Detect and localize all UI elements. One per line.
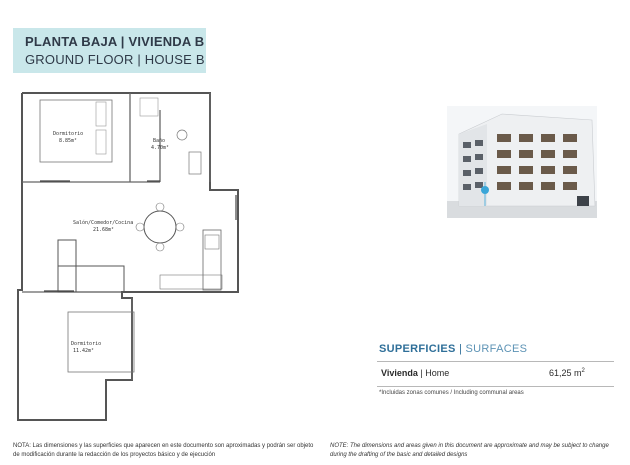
footer-note-spanish: NOTA: Las dimensiones y las superficies que aparecen en este documento son aproximadas y podrán ser objeto de modificación durante la redacción de los proyectos básico y de ejecución xyxy=(13,443,314,458)
room-name-living: Salón/Comedor/Cocina xyxy=(73,220,134,226)
toilet xyxy=(177,130,187,140)
chair-left xyxy=(136,223,144,231)
floor-plan xyxy=(10,90,250,430)
bed-1-pillow xyxy=(96,102,106,126)
room-name-bedroom-2: Dormitorio xyxy=(71,341,102,347)
surface-label-separator: | xyxy=(420,368,423,378)
kitchen-base xyxy=(160,275,222,289)
dining-table xyxy=(144,211,176,243)
surfaces-note: *Incluidas zonas comunes / Including communal areas xyxy=(379,390,524,396)
chair-bottom xyxy=(156,243,164,251)
kitchen-counter xyxy=(203,230,221,290)
room-area-bedroom-1: 8.85m² xyxy=(59,138,78,144)
surfaces-heading-es: SUPERFICIES xyxy=(379,343,456,355)
cooktop xyxy=(205,235,219,249)
building-illustration xyxy=(447,106,597,218)
washbasin xyxy=(189,152,201,174)
surfaces-heading-en: SURFACES xyxy=(465,343,528,355)
surface-row-label xyxy=(381,368,449,378)
surface-label-es: Vivienda xyxy=(381,368,418,378)
surface-unit-sup: 2 xyxy=(581,368,585,374)
shower xyxy=(140,98,158,116)
building-rendering xyxy=(447,106,597,218)
surfaces-table xyxy=(377,361,614,387)
footer-note-english: NOTE: The dimensions and areas given in this document are approximate and may be subject to change during the drafting of the basic and detailed designs xyxy=(330,443,609,458)
bed-1-pillow-2 xyxy=(96,130,106,154)
surfaces-heading-separator: | xyxy=(459,343,463,355)
title-spanish: PLANTA BAJA | VIVIENDA B xyxy=(25,34,205,49)
surface-label-en: Home xyxy=(425,368,450,378)
plan-title-box xyxy=(13,28,206,73)
room-area-living: 21.68m² xyxy=(93,227,115,233)
surface-row-value xyxy=(549,368,585,378)
chair-right xyxy=(176,223,184,231)
chair-top xyxy=(156,203,164,211)
room-name-bedroom-1: Dormitorio xyxy=(53,131,84,137)
floor-plan-drawing xyxy=(10,90,250,430)
room-area-bathroom: 4.70m² xyxy=(151,145,170,151)
surfaces-heading xyxy=(379,343,527,355)
title-english: GROUND FLOOR | HOUSE B xyxy=(25,52,205,67)
outer-wall xyxy=(18,93,238,420)
room-area-bedroom-2: 11.42m² xyxy=(73,348,95,354)
sofa-base xyxy=(58,266,124,292)
surface-value: 61,25 m xyxy=(549,368,582,378)
room-name-bathroom: Baño xyxy=(153,138,166,144)
